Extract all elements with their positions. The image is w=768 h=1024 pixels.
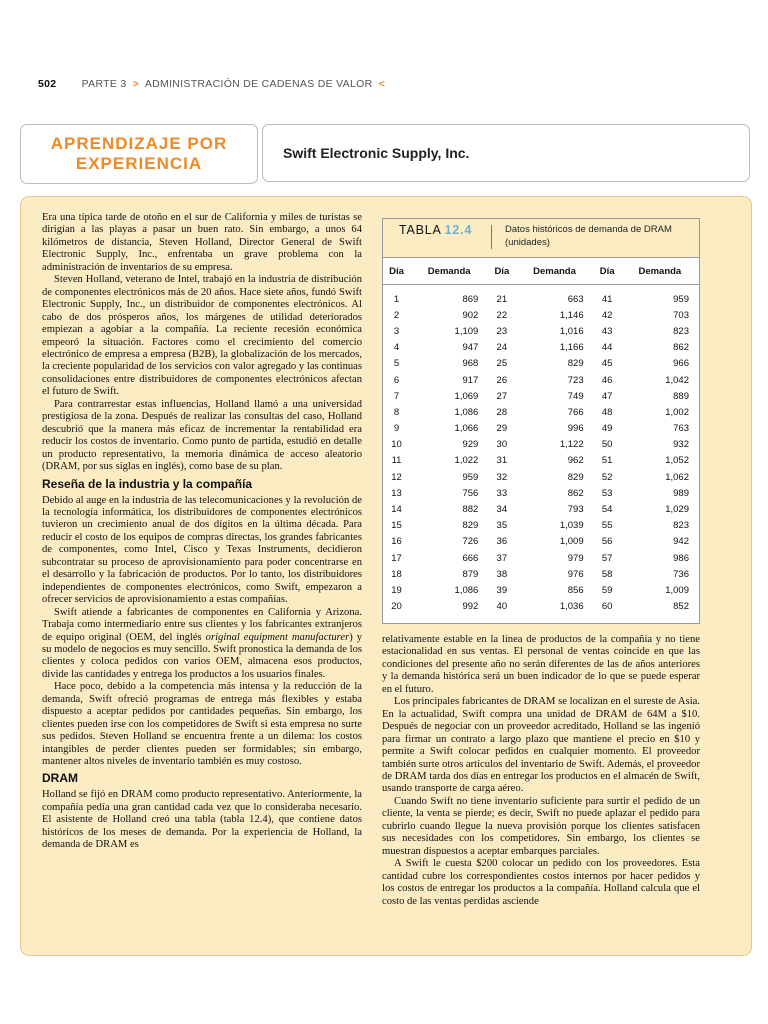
demand-cell: 1,086 xyxy=(454,406,479,418)
demand-cell: 882 xyxy=(462,504,479,516)
column-header: Demanda xyxy=(515,258,593,285)
day-cell: 15 xyxy=(391,520,402,532)
case-title: Swift Electronic Supply, Inc. xyxy=(283,145,470,161)
table-label-text: TABLA xyxy=(399,223,442,237)
demand-cell: 723 xyxy=(567,374,584,386)
paragraph: relativamente estable en la línea de productos de la compañía y no tiene estacionalidad en sus ventas. El personal de ventas coincide en que las condiciones del presente año no serán diferentes de las de años anteriores y la demanda histórica será un buen indicador de lo que se puede esperar en el futuro. xyxy=(382,634,700,695)
day-cell: 18 xyxy=(391,568,402,580)
column-header: Demanda xyxy=(410,258,488,285)
day-cell: 3 xyxy=(393,325,400,337)
badge-line1: APRENDIZAJE POR xyxy=(50,134,228,153)
demand-cell: 1,086 xyxy=(454,584,479,596)
demand-cell: 1,062 xyxy=(665,471,689,483)
case-title-box xyxy=(262,124,750,182)
day-cell: 51 xyxy=(601,455,613,467)
demand-cell: 959 xyxy=(673,293,689,305)
demand-cell: 793 xyxy=(567,504,584,516)
day-cell: 59 xyxy=(601,584,613,596)
column-header: Día xyxy=(488,258,515,285)
table-row xyxy=(383,534,699,550)
day-cell: 14 xyxy=(391,504,402,516)
day-cell: 53 xyxy=(601,487,613,499)
day-cell: 49 xyxy=(601,423,613,435)
demand-cell: 1,002 xyxy=(665,406,689,418)
table-body xyxy=(383,285,699,615)
day-cell: 55 xyxy=(601,520,613,532)
table-row xyxy=(383,550,699,566)
demand-table xyxy=(382,218,700,624)
demand-cell: 902 xyxy=(462,309,479,321)
demand-cell: 1,009 xyxy=(559,536,584,548)
day-cell: 46 xyxy=(601,374,613,386)
day-cell: 54 xyxy=(601,504,613,516)
table-row xyxy=(383,582,699,598)
demand-cell: 959 xyxy=(462,471,479,483)
paragraph xyxy=(42,607,362,682)
demand-cell: 1,016 xyxy=(559,325,584,337)
day-cell: 60 xyxy=(601,601,613,613)
demand-cell: 917 xyxy=(462,374,479,386)
table-row xyxy=(383,469,699,485)
day-cell: 26 xyxy=(496,374,508,386)
demand-cell: 1,039 xyxy=(559,520,584,532)
table-row xyxy=(383,485,699,501)
demand-cell: 966 xyxy=(673,358,689,370)
day-cell: 57 xyxy=(601,552,613,564)
demand-cell: 756 xyxy=(462,487,479,499)
day-cell: 6 xyxy=(393,374,400,386)
left-column xyxy=(42,212,362,852)
demand-cell: 996 xyxy=(567,423,584,435)
paragraph: Holland se fijó en DRAM como producto representativo. Anteriormente, la compañía pedía una gran cantidad cada vez que lo consideraba necesario. El asistente de Holland creó una tabla (tabla 12.4), que contiene datos históricos de los meses de demanda. Por la experiencia de Holland, la demanda de DRAM es xyxy=(42,789,362,851)
demand-cell: 1,052 xyxy=(665,455,689,467)
day-cell: 20 xyxy=(391,601,402,613)
day-cell: 17 xyxy=(391,552,402,564)
demand-cell: 1,109 xyxy=(454,325,479,337)
day-cell: 22 xyxy=(496,309,508,321)
feature-badge xyxy=(20,124,258,184)
day-cell: 36 xyxy=(496,536,508,548)
day-cell: 25 xyxy=(496,358,508,370)
day-cell: 41 xyxy=(601,293,613,305)
demand-cell: 862 xyxy=(673,342,689,354)
demand-cell: 992 xyxy=(462,601,479,613)
day-cell: 32 xyxy=(496,471,508,483)
demand-cell: 947 xyxy=(462,342,479,354)
demand-cell: 829 xyxy=(462,520,479,532)
day-cell: 43 xyxy=(601,325,613,337)
demand-cell: 1,069 xyxy=(454,390,479,402)
demand-cell: 1,066 xyxy=(454,423,479,435)
day-cell: 45 xyxy=(601,358,613,370)
paragraph-text: Swift atiende a fabricantes de componentes en California y Arizona. Trabaja como intermediario entre sus clientes y los fabricantes extranjeros de equipo original (OEM, del inglés xyxy=(42,606,362,643)
demand-cell: 976 xyxy=(567,568,584,580)
demand-cell: 889 xyxy=(673,390,689,402)
day-cell: 39 xyxy=(496,584,508,596)
day-cell: 58 xyxy=(601,568,613,580)
column-header: Demanda xyxy=(621,258,699,285)
table-row xyxy=(383,566,699,582)
day-cell: 27 xyxy=(496,390,508,402)
table-row xyxy=(383,437,699,453)
demand-cell: 968 xyxy=(462,358,479,370)
day-cell: 24 xyxy=(496,342,508,354)
day-cell: 8 xyxy=(393,406,400,418)
table-number: 12.4 xyxy=(444,223,473,237)
demand-cell: 1,122 xyxy=(559,439,584,451)
table-row xyxy=(383,340,699,356)
demand-cell: 766 xyxy=(567,406,584,418)
day-cell: 50 xyxy=(601,439,613,451)
demand-cell: 1,009 xyxy=(665,584,689,596)
paragraph: Era una típica tarde de otoño en el sur de California y miles de turistas se dirigían a las playas a pasar un buen rato. Sin embargo, a unos 64 kilómetros de distancia, Steven Holland, Director General de Swift Electronic Supply, Inc., enfrentaba un grave problema con la administración de inventarios de su empresa. xyxy=(42,212,362,273)
day-cell: 2 xyxy=(393,309,400,321)
demand-cell: 989 xyxy=(673,487,689,499)
demand-cell: 962 xyxy=(567,455,584,467)
day-cell: 52 xyxy=(601,471,613,483)
demand-cell: 763 xyxy=(673,423,689,435)
day-cell: 40 xyxy=(496,601,508,613)
demand-cell: 829 xyxy=(567,471,584,483)
demand-cell: 1,166 xyxy=(559,342,584,354)
column-header-row xyxy=(383,258,699,285)
day-cell: 11 xyxy=(391,455,402,467)
day-cell: 42 xyxy=(601,309,613,321)
header-divider xyxy=(491,225,492,249)
day-cell: 38 xyxy=(496,568,508,580)
table-label xyxy=(399,223,472,237)
table-row xyxy=(383,453,699,469)
day-cell: 31 xyxy=(496,455,508,467)
day-cell: 23 xyxy=(496,325,508,337)
day-cell: 37 xyxy=(496,552,508,564)
badge-text xyxy=(51,134,228,174)
part-label: PARTE 3 xyxy=(81,78,127,90)
demand-cell: 1,036 xyxy=(559,601,584,613)
table-row xyxy=(383,518,699,534)
paragraph: Debido al auge en la industria de las telecomunicaciones y la revolución de la tecnología informática, los distribuidores de componentes electrónicos tuvieron un crecimiento anual de dos dígitos en la última década. Para reducir el costo de los equipos de compras directas, los grandes fabricantes de componentes, como Intel, Cisco y Texas Instruments, decidieron subcontratar su proceso de aprovisionamiento para poder concentrarse en el desarrollo y la fabricación de productos. Por lo tanto, los distribuidores independientes de componentes electrónicos, como Swift, empezaron a ofrecer servicios de aprovisionamiento a estas compañías. xyxy=(42,494,362,606)
demand-cell: 979 xyxy=(567,552,584,564)
day-cell: 5 xyxy=(393,358,400,370)
running-header xyxy=(38,78,388,90)
section-heading: DRAM xyxy=(42,771,78,786)
paragraph: Los principales fabricantes de DRAM se localizan en el sureste de Asia. En la actualidad, Swift compra una unidad de DRAM de 64M a $10. Después de negociar con un proveedor acreditado, Holland se las ingenió para firmar un contrato a largo plazo que mantiene el precio en $10 y permite a Swift colocar pedidos en cualquier momento. El proveedor también surte otros artículos del inventario de Swift. Además, el proveedor de DRAM tarda dos días en entregar los productos en el almacén de Swift, usando transporte de carga aéreo. xyxy=(382,696,700,795)
demand-cell: 823 xyxy=(673,520,689,532)
demand-cell: 823 xyxy=(673,325,689,337)
demand-cell: 852 xyxy=(673,601,689,613)
section-heading: Reseña de la industria y la compañía xyxy=(42,476,253,491)
table-row xyxy=(383,404,699,420)
demand-cell: 829 xyxy=(567,358,584,370)
demand-cell: 942 xyxy=(673,536,689,548)
table-row xyxy=(383,421,699,437)
day-cell: 30 xyxy=(496,439,508,451)
demand-cell: 749 xyxy=(567,390,584,402)
demand-cell: 663 xyxy=(567,293,584,305)
table-row xyxy=(383,285,699,308)
day-cell: 21 xyxy=(496,293,508,305)
header-arrow-right: > xyxy=(132,78,140,90)
paragraph: Steven Holland, veterano de Intel, trabajó en la industria de distribución de componentes electrónicos más de 20 años. Hace siete años, fundó Swift Electronic Supply, Inc., un distribuidor de componentes electrónicos. Al cabo de dos prósperos años, los márgenes de utilidad deteriorados empiezan a agobiar a la compañía. La reciente recesión económica empeoró la situación. Factores como el crecimiento del comercio electrónico de empresa a empresa (B2B), la globalización de los mercados, la creciente popularidad de los servicios con valor agregado y las continuas consolidaciones entre distribuidores de componentes electrónicos afectan el futuro de Swift. xyxy=(42,274,362,398)
demand-cell: 1,029 xyxy=(665,504,689,516)
demand-cell: 879 xyxy=(462,568,479,580)
day-cell: 4 xyxy=(393,342,400,354)
day-cell: 28 xyxy=(496,406,508,418)
demand-cell: 856 xyxy=(567,584,584,596)
demand-cell: 703 xyxy=(673,309,689,321)
paragraph: Cuando Swift no tiene inventario suficiente para surtir el pedido de un cliente, la venta se pierde; es decir, Swift no puede aplazar el pedido para cubrirlo cuando llegue la nueva provisión porque los clientes satisfacen sus necesidades con los competidores. Sin embargo, los clientes se muestran dispuestos a aceptar embarques parciales. xyxy=(382,795,700,857)
column-header: Día xyxy=(594,258,621,285)
day-cell: 1 xyxy=(393,293,400,305)
day-cell: 12 xyxy=(391,471,402,483)
demand-cell: 986 xyxy=(673,552,689,564)
table-caption: Datos históricos de demanda de DRAM (unidades) xyxy=(505,224,672,248)
demand-cell: 929 xyxy=(462,439,479,451)
demand-cell: 932 xyxy=(673,439,689,451)
table-row xyxy=(383,323,699,339)
day-cell: 34 xyxy=(496,504,508,516)
data-table xyxy=(383,258,699,615)
day-cell: 19 xyxy=(391,584,402,596)
column-header: Día xyxy=(383,258,410,285)
day-cell: 29 xyxy=(496,423,508,435)
day-cell: 44 xyxy=(601,342,613,354)
table-header xyxy=(383,219,699,258)
page-number: 502 xyxy=(38,78,57,90)
section-title: ADMINISTRACIÓN DE CADENAS DE VALOR xyxy=(144,78,373,90)
demand-cell: 862 xyxy=(567,487,584,499)
paragraph: Hace poco, debido a la competencia más intensa y la reducción de la demanda, Swift ofreció programas de entrega más flexibles y estaba dispuesto a aceptar pedidos por cantidades pequeñas. Sin embargo, los clientes pueden irse con los competidores de Swift si esta empresa no surte sus pedidos. Steven Holland se encuentra frente a un dilema: los costos intangibles de perder clientes pueden ser formidables; sin embargo, mantener altos niveles de inventario también es muy costoso. xyxy=(42,681,362,768)
paragraph: Para contrarrestar estas influencias, Holland llamó a una universidad prestigiosa de la zona. Después de realizar las consultas del caso, Holland descubrió que la manera más eficaz de incrementar la rentabilidad era reducir los costos de inventario. Como punto de partida, estudió en detalle un producto representativo, la memoria dinámica de acceso aleatorio (DRAM, por sus siglas en inglés), como base de su plan. xyxy=(42,398,362,473)
demand-cell: 1,022 xyxy=(454,455,479,467)
day-cell: 56 xyxy=(601,536,613,548)
day-cell: 9 xyxy=(393,423,400,435)
italic-term: original equipment manufacturer xyxy=(205,631,350,643)
paragraph-text: ) y su modelo de negocios es muy sencillo. Swift pronostica la demanda de los clientes y coloca pedidos con varios OEM, almacena esos productos, divide las cantidades y entrega los productos a los usuarios finales. xyxy=(42,631,363,680)
day-cell: 10 xyxy=(391,439,402,451)
day-cell: 13 xyxy=(391,487,402,499)
demand-cell: 666 xyxy=(462,552,479,564)
badge-line2: EXPERIENCIA xyxy=(75,154,203,173)
table-row xyxy=(383,388,699,404)
demand-cell: 1,042 xyxy=(665,374,689,386)
day-cell: 47 xyxy=(601,390,613,402)
table-row xyxy=(383,599,699,615)
paragraph: A Swift le cuesta $200 colocar un pedido con los proveedores. Esta cantidad cubre los correspondientes costos internos por hacer pedidos y los costos de entregar los productos a la compañía. Holland calcula que el costo de las ventas perdidas asciende xyxy=(382,858,700,907)
demand-cell: 1,146 xyxy=(559,309,584,321)
day-cell: 7 xyxy=(393,390,400,402)
demand-cell: 726 xyxy=(462,536,479,548)
right-column xyxy=(382,634,700,908)
day-cell: 33 xyxy=(496,487,508,499)
table-row xyxy=(383,501,699,517)
day-cell: 35 xyxy=(496,520,508,532)
table-row xyxy=(383,307,699,323)
header-arrow-left: < xyxy=(378,78,386,90)
day-cell: 16 xyxy=(391,536,402,548)
table-row xyxy=(383,372,699,388)
demand-cell: 869 xyxy=(462,293,479,305)
day-cell: 48 xyxy=(601,406,613,418)
demand-cell: 736 xyxy=(673,568,689,580)
table-row xyxy=(383,356,699,372)
